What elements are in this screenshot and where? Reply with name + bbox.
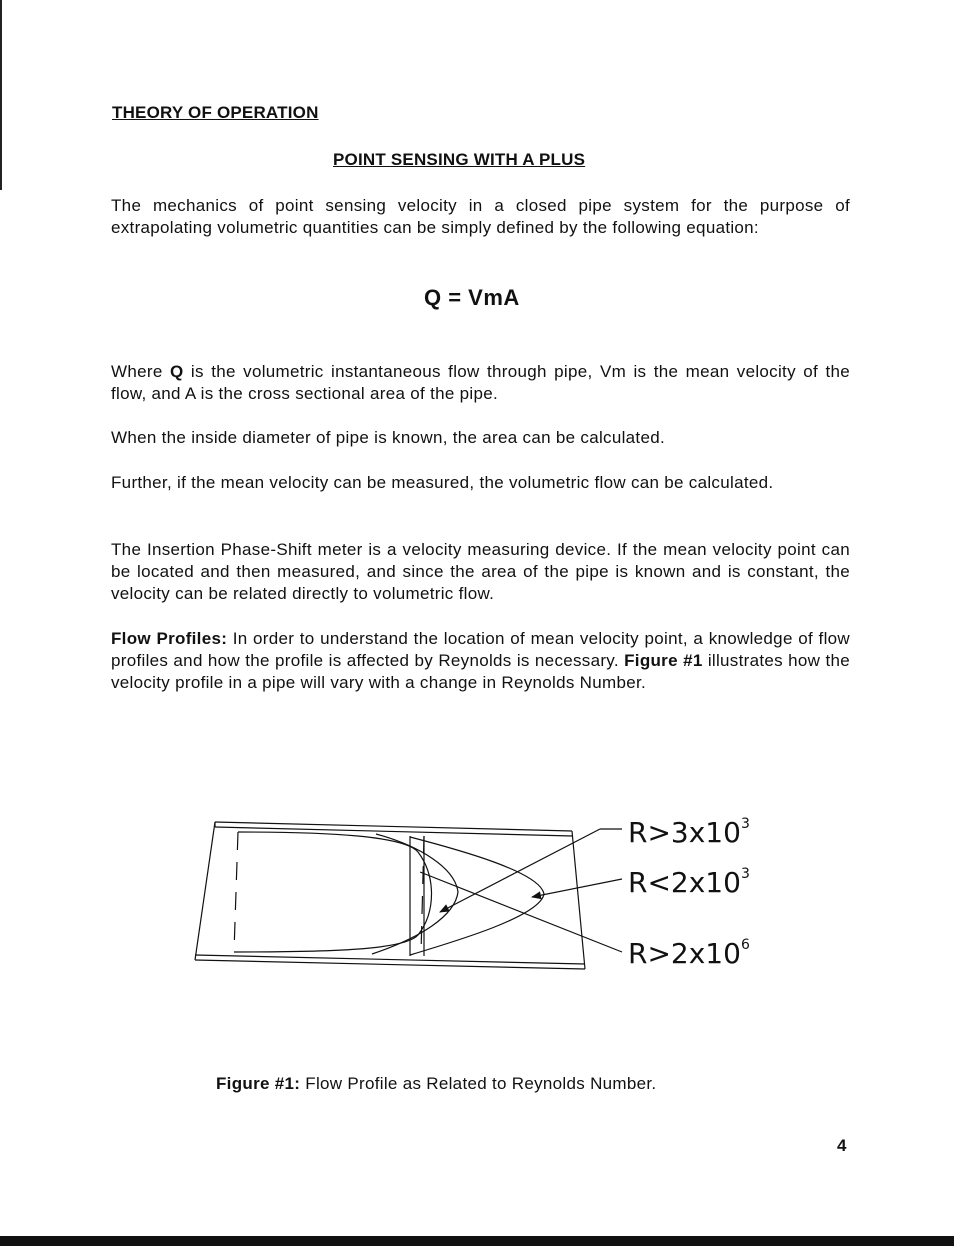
- page-number: 4: [837, 1136, 847, 1155]
- pipe-top-wall-inner: [215, 827, 572, 836]
- flow-profiles-paragraph: [111, 628, 850, 694]
- equation: Q = VmA: [424, 285, 520, 310]
- where-text-1: Where: [111, 362, 170, 381]
- caption-text: Flow Profile as Related to Reynolds Number.: [300, 1074, 657, 1093]
- label-r2-exp: 3: [740, 866, 750, 882]
- label-r2-base: R<2x10: [628, 866, 741, 899]
- left-margin-rule: [0, 0, 2, 190]
- inlet-dashed-line: [234, 832, 238, 952]
- profile-curve-transitional: [372, 834, 458, 954]
- bottom-border-bar: [0, 1236, 954, 1246]
- subsection-title: POINT SENSING WITH A PLUS: [333, 150, 586, 169]
- profile-curve-turbulent: [234, 832, 432, 952]
- label-r2: [628, 866, 750, 899]
- flow-profile-figure: [190, 805, 790, 985]
- diameter-paragraph: When the inside diameter of pipe is known, the area can be calculated.: [111, 428, 665, 447]
- flow-profiles-text-1: In order to understand the location of mean velocity point, a knowledge of flow profiles and how the profile is affected by Reynolds is necessary.: [111, 629, 850, 670]
- section-title: THEORY OF OPERATION: [112, 103, 319, 122]
- caption-label: Figure #1:: [216, 1074, 301, 1093]
- label-r3-exp: 3: [740, 816, 750, 832]
- further-paragraph: Further, if the mean velocity can be measured, the volumetric flow can be calculated.: [111, 473, 774, 492]
- pipe-right-edge: [572, 831, 585, 969]
- where-q: Q: [169, 362, 184, 381]
- figure-reference: Figure #1: [624, 651, 703, 670]
- pipe-left-edge: [195, 822, 215, 960]
- figure-caption: [216, 1074, 656, 1094]
- label-r6: [628, 937, 750, 970]
- flow-profile-diagram: [190, 805, 790, 985]
- pipe-bottom-wall-outer: [195, 960, 585, 969]
- pipe-top-wall-outer: [215, 822, 572, 831]
- label-r3-base: R>3x10: [628, 816, 741, 849]
- leader-line-r6: [420, 872, 622, 952]
- insertion-paragraph: The Insertion Phase-Shift meter is a velocity measuring device. If the mean velocity point can be located and then measured, and since the area of the pipe is known and is constant, the velocity can be related directly to volumetric flow.: [111, 540, 850, 603]
- label-r6-base: R>2x10: [628, 937, 741, 970]
- flow-profiles-text-2: illustrates how the velocity profile in a pipe will vary with a change in Reynolds Number.: [111, 651, 850, 692]
- where-text-2: is the volumetric instantaneous flow through pipe, Vm is the mean velocity of the flow, and A is the cross sectional area of the pipe.: [111, 362, 851, 403]
- where-paragraph: [111, 361, 850, 405]
- pipe-bottom-wall-inner: [195, 955, 585, 964]
- label-r6-exp: 6: [740, 937, 750, 953]
- label-r3: [628, 816, 750, 849]
- profile-curve-laminar: [410, 837, 544, 955]
- intro-paragraph: The mechanics of point sensing velocity in a closed pipe system for the purpose of extrapolating volumetric quantities can be simply defined by the following equation:: [111, 196, 850, 237]
- flow-profiles-label: Flow Profiles:: [111, 629, 228, 648]
